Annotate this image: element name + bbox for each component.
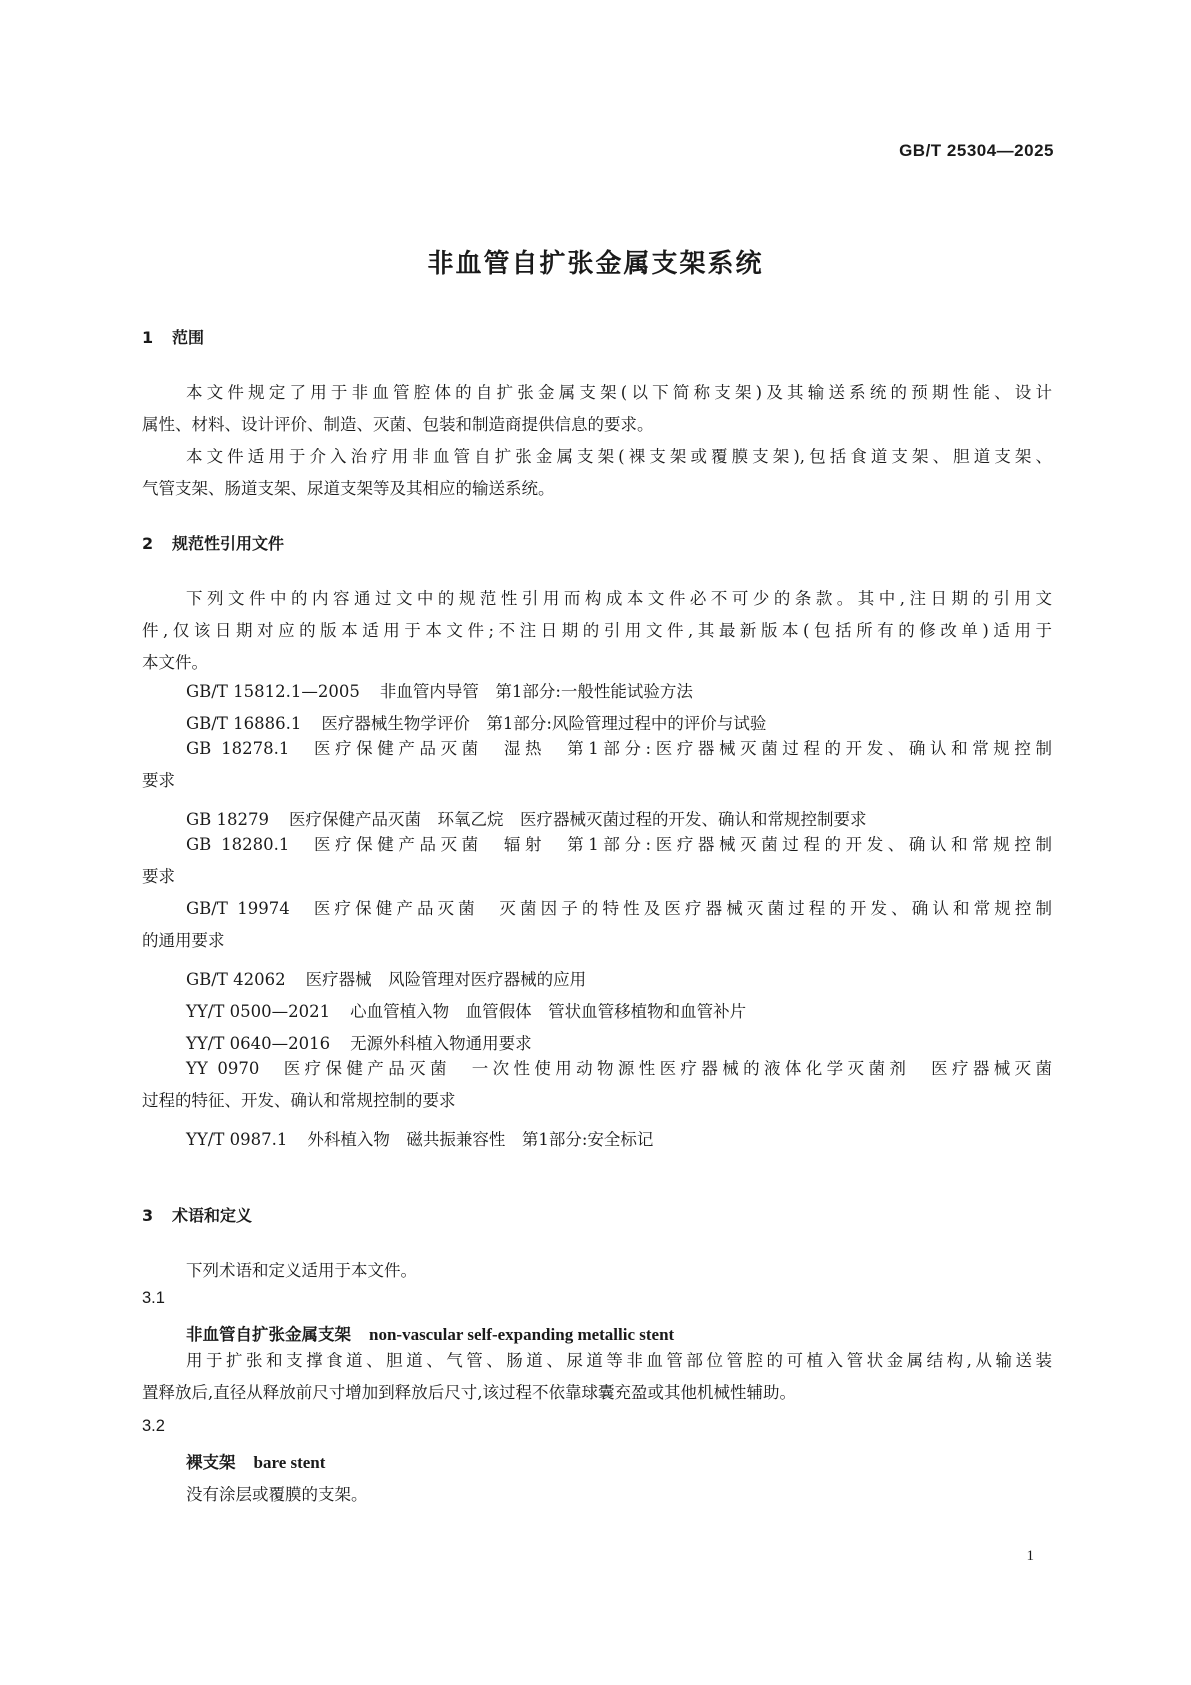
document-title: 非血管自扩张金属支架系统 (427, 249, 764, 279)
reference-title: 医疗保健产品灭菌 一次性使用动物源性医疗器械的液体化学灭菌剂 医疗器械灭菌 (279, 1059, 1052, 1078)
scope-paragraph-1 (142, 377, 1052, 441)
term-en: bare stent (253, 1453, 326, 1472)
text-line: 本文件。 (142, 653, 208, 672)
normative-references-intro (142, 583, 1052, 679)
reference-code: GB 18280.1 (186, 835, 290, 854)
section-title: 范围 (172, 328, 205, 347)
page-number: 1 (1026, 1548, 1034, 1564)
reference-title: 医疗器械生物学评价 第1部分:风险管理过程中的评价与试验 (321, 714, 767, 733)
text-line: 用于扩张和支撑食道、胆道、气管、肠道、尿道等非血管部位管腔的可植入管状金属结构,从输送装 (186, 1351, 1052, 1370)
term-zh: 非血管自扩张金属支架 (186, 1325, 351, 1344)
scope-paragraph-2 (142, 441, 1052, 505)
term-definition: 没有涂层或覆膜的支架。 (186, 1485, 368, 1504)
term-en: non-vascular self-expanding metallic stent (369, 1325, 675, 1344)
reference-title: 医疗保健产品灭菌 环氧乙烷 医疗器械灭菌过程的开发、确认和常规控制要求 (289, 810, 867, 829)
text-line: 本文件适用于介入治疗用非血管自扩张金属支架(裸支架或覆膜支架),包括食道支架、胆道支架、 (186, 447, 1052, 466)
reference-item (142, 1053, 1052, 1117)
terms-intro: 下列术语和定义适用于本文件。 (186, 1261, 417, 1280)
section-title: 规范性引用文件 (172, 534, 285, 553)
reference-item (142, 733, 1052, 797)
term-number: 3.1 (142, 1289, 165, 1307)
reference-code: YY 0970 (186, 1059, 260, 1078)
reference-title: 心血管植入物 血管假体 管状血管移植物和血管补片 (350, 1002, 747, 1021)
reference-item (186, 1126, 653, 1150)
section-number: 2 (142, 534, 154, 553)
reference-code: GB 18278.1 (186, 739, 290, 758)
reference-code: GB/T 19974 (186, 899, 290, 918)
reference-item (142, 829, 1052, 893)
reference-item (186, 1030, 532, 1054)
reference-title: 外科植入物 磁共振兼容性 第1部分:安全标记 (307, 1130, 654, 1149)
reference-title-cont: 的通用要求 (142, 931, 225, 950)
reference-item (186, 710, 766, 734)
standard-number: GB/T 25304—2025 (899, 141, 1054, 160)
text-line: 属性、材料、设计评价、制造、灭菌、包装和制造商提供信息的要求。 (142, 415, 654, 434)
reference-code: GB/T 15812.1—2005 (186, 682, 360, 701)
section-3-heading (142, 1203, 252, 1226)
reference-title-cont: 过程的特征、开发、确认和常规控制的要求 (142, 1091, 456, 1110)
section-number: 1 (142, 328, 154, 347)
reference-title: 医疗器械 风险管理对医疗器械的应用 (305, 970, 587, 989)
reference-code: GB/T 42062 (186, 970, 286, 989)
reference-item (186, 966, 586, 990)
reference-item (186, 678, 693, 702)
reference-item (186, 998, 746, 1022)
reference-code: YY/T 0987.1 (186, 1130, 288, 1149)
section-number: 3 (142, 1206, 154, 1225)
text-line: 气管支架、肠道支架、尿道支架等及其相应的输送系统。 (142, 479, 555, 498)
reference-title: 非血管内导管 第1部分:一般性能试验方法 (379, 682, 693, 701)
reference-code: YY/T 0640—2016 (186, 1034, 331, 1053)
reference-title: 医疗保健产品灭菌 灭菌因子的特性及医疗器械灭菌过程的开发、确认和常规控制 (309, 899, 1053, 918)
section-2-heading (142, 531, 284, 554)
reference-item (186, 806, 867, 830)
reference-title-cont: 要求 (142, 867, 175, 886)
term-zh: 裸支架 (186, 1453, 236, 1472)
reference-title-cont: 要求 (142, 771, 175, 790)
section-title: 术语和定义 (172, 1206, 253, 1225)
text-line: 本文件规定了用于非血管腔体的自扩张金属支架(以下简称支架)及其输送系统的预期性能、设计 (186, 383, 1052, 402)
reference-title: 医疗保健产品灭菌 湿热 第1部分:医疗器械灭菌过程的开发、确认和常规控制 (309, 739, 1052, 758)
text-line: 件,仅该日期对应的版本适用于本文件;不注日期的引用文件,其最新版本(包括所有的修改单)适用于 (142, 621, 1052, 640)
term-number: 3.2 (142, 1417, 165, 1435)
reference-code: GB/T 16886.1 (186, 714, 302, 733)
term-heading (186, 1321, 674, 1345)
term-definition (142, 1345, 1052, 1409)
reference-code: GB 18279 (186, 810, 270, 829)
text-line: 置释放后,直径从释放前尺寸增加到释放后尺寸,该过程不依靠球囊充盈或其他机械性辅助。 (142, 1383, 796, 1402)
reference-code: YY/T 0500—2021 (186, 1002, 331, 1021)
reference-item (142, 893, 1052, 957)
section-1-heading (142, 325, 204, 348)
reference-title: 医疗保健产品灭菌 辐射 第1部分:医疗器械灭菌过程的开发、确认和常规控制 (309, 835, 1052, 854)
text-line: 下列文件中的内容通过文中的规范性引用而构成本文件必不可少的条款。其中,注日期的引用文 (186, 589, 1052, 608)
reference-title: 无源外科植入物通用要求 (350, 1034, 532, 1053)
term-heading (186, 1449, 325, 1473)
